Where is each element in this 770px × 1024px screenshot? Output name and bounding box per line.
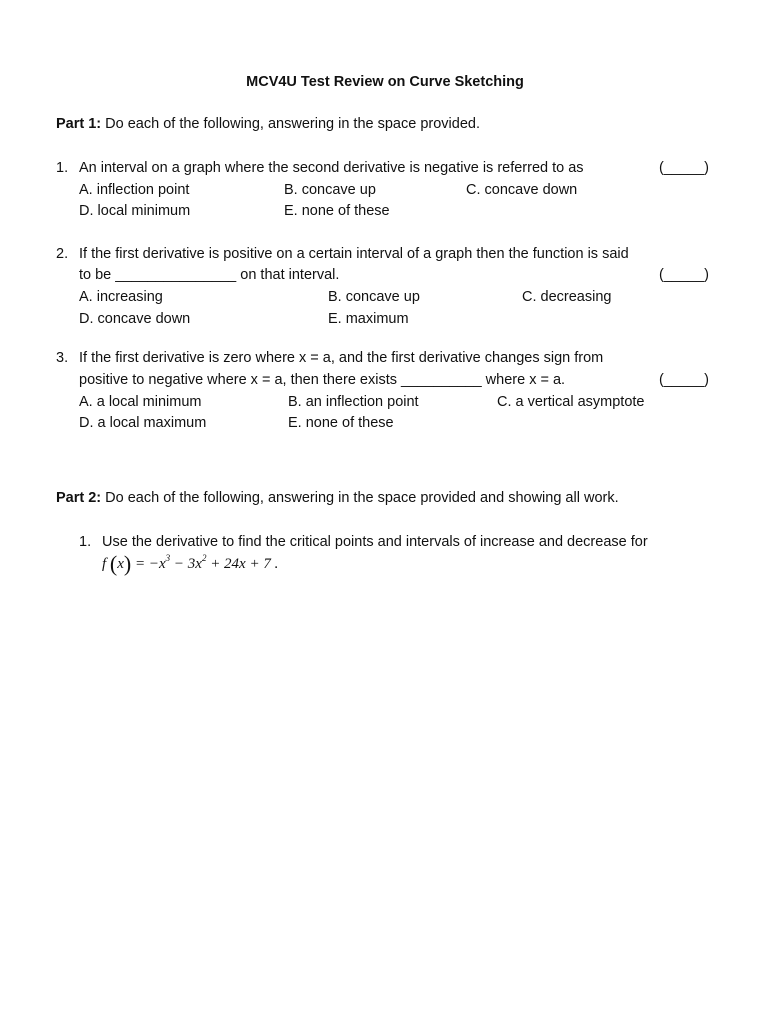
formula-exp1: 3 [165, 553, 171, 563]
formula-close-paren: ) [123, 551, 132, 576]
q2-option-a: A. increasing [79, 289, 163, 305]
q1-answer-blank: (_____) [659, 160, 709, 176]
formula-f: f [102, 556, 107, 572]
p2q1-number: 1. [79, 534, 92, 550]
q1-option-a: A. inflection point [79, 182, 190, 198]
page-title: MCV4U Test Review on Curve Sketching [246, 74, 524, 90]
q3-number: 3. [56, 350, 69, 366]
q2-answer-blank: (_____) [659, 267, 709, 283]
q1-option-e: E. none of these [284, 203, 390, 219]
q1-option-c: C. concave down [466, 182, 578, 198]
q2-option-b: B. concave up [328, 289, 420, 305]
q3-option-b: B. an inflection point [288, 394, 419, 410]
formula-equals: = −x [135, 556, 166, 572]
part2-label: Part 2: [56, 490, 102, 506]
q1-number: 1. [56, 160, 69, 176]
formula-end: + 24x + 7 . [206, 556, 279, 572]
q1-text-line1: An interval on a graph where the second derivative is negative is referred to as [79, 160, 584, 176]
q3-text-line1: If the first derivative is zero where x = a, and the first derivative changes sign from [79, 350, 604, 366]
part2-instruction: Do each of the following, answering in the space provided and showing all work. [105, 490, 619, 506]
q1-option-d: D. local minimum [79, 203, 191, 219]
q2-option-d: D. concave down [79, 311, 191, 327]
part2-heading [56, 489, 619, 507]
q2-option-c: C. decreasing [522, 289, 612, 305]
p2q1-text: Use the derivative to find the critical points and intervals of increase and decrease for [102, 534, 648, 550]
q3-answer-blank: (_____) [659, 372, 709, 388]
q1-option-b: B. concave up [284, 182, 376, 198]
formula-mid: − 3x [170, 556, 202, 572]
q2-text-line2: to be _______________ on that interval. [79, 267, 340, 283]
q2-option-e: E. maximum [328, 311, 409, 327]
q2-text-line1: If the first derivative is positive on a certain interval of a graph then the function is said [79, 246, 629, 262]
q3-option-e: E. none of these [288, 415, 394, 431]
q2-number: 2. [56, 246, 69, 262]
part1-heading [56, 115, 480, 133]
formula-exp2: 2 [201, 553, 207, 563]
q3-text-line2: positive to negative where x = a, then there exists __________ where x = a. [79, 372, 566, 388]
formula-x: x [117, 556, 124, 572]
formula-open-paren: ( [109, 551, 118, 576]
q3-option-d: D. a local maximum [79, 415, 207, 431]
q3-option-c: C. a vertical asymptote [497, 394, 645, 410]
q3-option-a: A. a local minimum [79, 394, 202, 410]
part1-instruction: Do each of the following, answering in the space provided. [105, 116, 480, 132]
part1-label: Part 1: [56, 116, 102, 132]
p2q1-formula [102, 551, 279, 576]
